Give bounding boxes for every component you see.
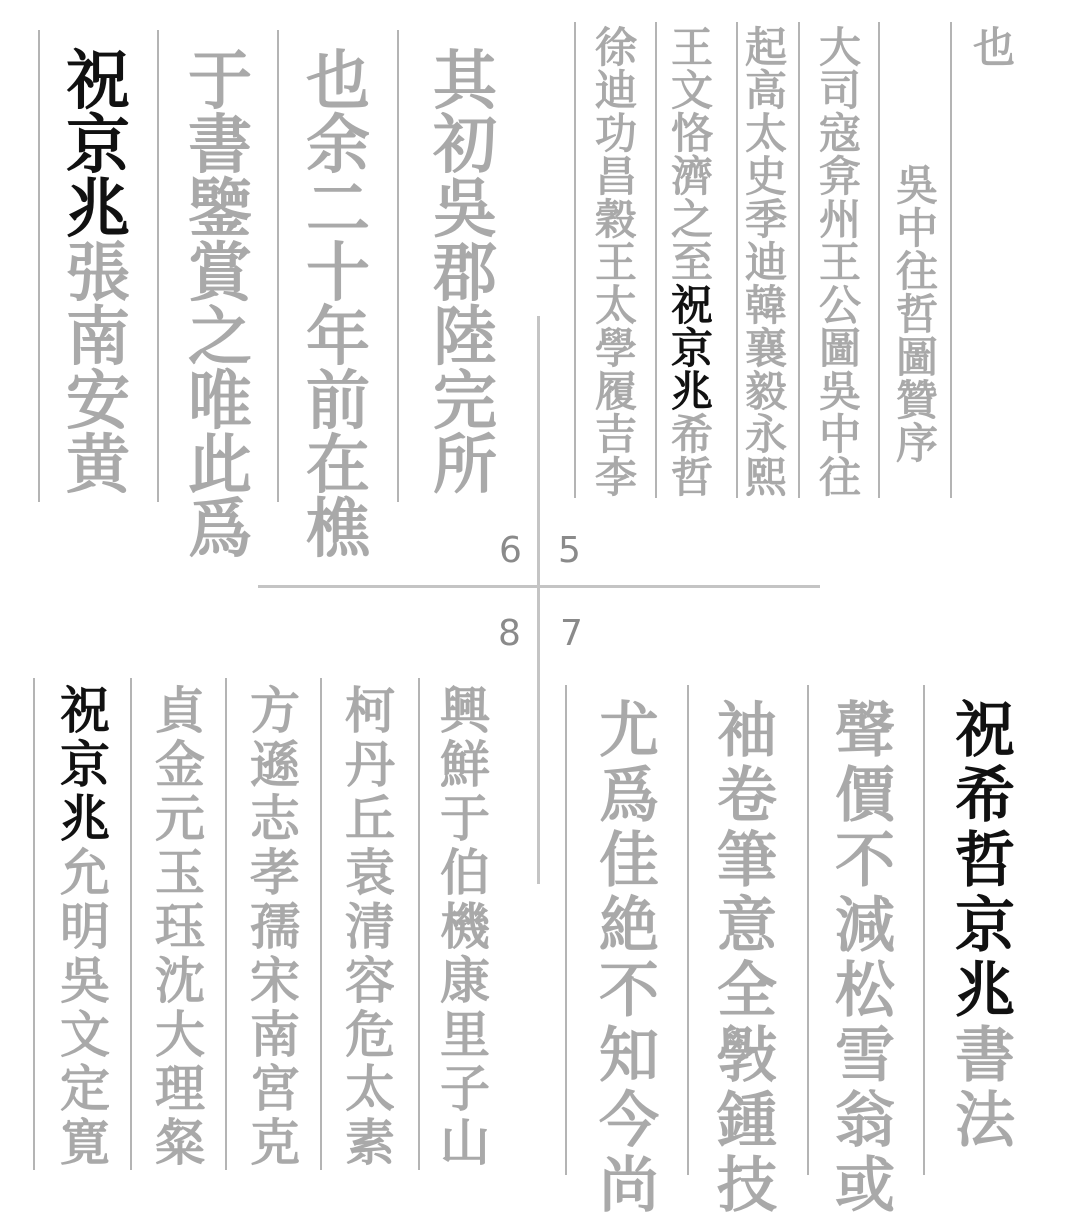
text-column — [935, 685, 1035, 1175]
glyph: 希 — [670, 410, 713, 459]
glyph: 兆 — [670, 367, 713, 416]
glyph: 濟 — [670, 152, 713, 201]
glyph: 大 — [155, 1005, 205, 1064]
glyph: 樵 — [306, 492, 370, 567]
glyph: 里 — [440, 1005, 490, 1064]
glyph: 兆 — [60, 789, 110, 848]
glyph: 太 — [594, 281, 637, 330]
glyph: 之 — [670, 195, 713, 244]
glyph: 年 — [306, 300, 370, 375]
glyph: 吉 — [594, 410, 637, 459]
glyph: 南 — [66, 300, 130, 375]
glyph: 襄 — [744, 324, 787, 373]
glyph: 吳 — [433, 172, 497, 247]
glyph: 康 — [440, 951, 490, 1010]
glyph: 遜 — [250, 735, 300, 794]
glyph: 京 — [60, 735, 110, 794]
glyph: 王 — [594, 238, 637, 287]
divider-vertical — [537, 316, 540, 884]
column-rule — [225, 678, 227, 1170]
glyph: 書 — [188, 108, 252, 183]
text-column — [170, 30, 270, 567]
column-rule — [950, 22, 952, 498]
glyph: 允 — [60, 843, 110, 902]
glyph: 十 — [306, 236, 370, 311]
glyph: 意 — [717, 891, 777, 961]
glyph: 金 — [155, 735, 205, 794]
text-column — [48, 30, 148, 502]
glyph: 爲 — [188, 492, 252, 567]
glyph: 也 — [306, 44, 370, 119]
glyph: 祝 — [60, 681, 110, 740]
glyph: 珏 — [155, 897, 205, 956]
glyph: 伯 — [440, 843, 490, 902]
glyph: 玉 — [155, 843, 205, 902]
glyph: 京 — [670, 324, 713, 373]
glyph: 哲 — [670, 453, 713, 502]
glyph: 子 — [440, 1059, 490, 1118]
glyph: 減 — [835, 891, 895, 961]
glyph: 孝 — [250, 843, 300, 902]
glyph: 聲 — [835, 696, 895, 766]
text-column — [815, 685, 915, 1221]
glyph: 或 — [835, 1151, 895, 1221]
column-rule — [655, 22, 657, 498]
glyph: 定 — [60, 1059, 110, 1118]
glyph: 在 — [306, 428, 370, 503]
glyph: 高 — [744, 66, 787, 115]
glyph: 鍾 — [717, 1086, 777, 1156]
panel-7 — [565, 685, 1045, 1221]
glyph: 中 — [895, 204, 938, 253]
glyph: 尚 — [599, 1151, 659, 1221]
glyph: 韓 — [744, 281, 787, 330]
glyph: 大 — [818, 23, 861, 72]
glyph: 往 — [895, 247, 938, 296]
glyph: 丹 — [345, 735, 395, 794]
glyph: 恪 — [670, 109, 713, 158]
text-column — [885, 22, 949, 498]
glyph: 履 — [594, 367, 637, 416]
glyph: 學 — [594, 324, 637, 373]
quadrant-number-7: 7 — [560, 613, 583, 654]
glyph: 克 — [250, 1113, 300, 1172]
glyph: 斅 — [717, 1021, 777, 1091]
column-rule — [798, 22, 800, 498]
column-rule — [565, 685, 567, 1175]
glyph: 方 — [250, 681, 300, 740]
glyph: 吳 — [60, 951, 110, 1010]
text-column — [697, 685, 797, 1221]
glyph: 弇 — [818, 152, 861, 201]
glyph: 沈 — [155, 951, 205, 1010]
glyph: 祝 — [66, 44, 130, 119]
glyph: 哲 — [955, 826, 1015, 896]
glyph: 余 — [306, 108, 370, 183]
glyph: 圖 — [895, 333, 938, 382]
glyph: 陸 — [433, 300, 497, 375]
glyph: 賞 — [188, 236, 252, 311]
glyph: 昌 — [594, 152, 637, 201]
glyph: 容 — [345, 951, 395, 1010]
glyph: 貞 — [155, 681, 205, 740]
glyph: 所 — [433, 428, 497, 503]
glyph: 兆 — [66, 172, 130, 247]
glyph: 筆 — [717, 826, 777, 896]
glyph: 毅 — [744, 367, 787, 416]
glyph: 贊 — [895, 376, 938, 425]
glyph: 之 — [188, 300, 252, 375]
glyph: 松 — [835, 956, 895, 1026]
glyph: 唯 — [188, 364, 252, 439]
glyph: 宮 — [250, 1059, 300, 1118]
glyph: 季 — [744, 195, 787, 244]
glyph: 鑒 — [188, 172, 252, 247]
column-rule — [397, 30, 399, 502]
glyph: 興 — [440, 681, 490, 740]
glyph: 王 — [818, 238, 861, 287]
glyph: 二 — [306, 172, 370, 247]
text-column — [140, 678, 220, 1170]
glyph: 絶 — [599, 891, 659, 961]
glyph: 價 — [835, 761, 895, 831]
glyph: 司 — [818, 66, 861, 115]
glyph: 吳 — [895, 161, 938, 210]
column-rule — [130, 678, 132, 1170]
glyph: 山 — [440, 1113, 490, 1172]
glyph: 佳 — [599, 826, 659, 896]
glyph: 寛 — [60, 1113, 110, 1172]
glyph: 素 — [345, 1113, 395, 1172]
glyph: 初 — [433, 108, 497, 183]
glyph: 圖 — [818, 324, 861, 373]
glyph: 袖 — [717, 696, 777, 766]
glyph: 徐 — [594, 23, 637, 72]
column-rule — [687, 685, 689, 1175]
glyph: 孺 — [250, 897, 300, 956]
text-column — [584, 22, 648, 502]
text-column — [425, 678, 505, 1170]
text-column — [330, 678, 410, 1170]
glyph: 其 — [433, 44, 497, 119]
glyph: 哲 — [895, 290, 938, 339]
glyph: 中 — [818, 410, 861, 459]
text-column — [962, 22, 1026, 498]
glyph: 丘 — [345, 789, 395, 848]
glyph: 安 — [66, 364, 130, 439]
glyph: 永 — [744, 410, 787, 459]
column-rule — [923, 685, 925, 1175]
glyph: 功 — [594, 109, 637, 158]
glyph: 也 — [972, 23, 1015, 72]
glyph: 尤 — [599, 696, 659, 766]
glyph: 全 — [717, 956, 777, 1026]
glyph: 黄 — [66, 428, 130, 503]
glyph: 州 — [818, 195, 861, 244]
glyph: 元 — [155, 789, 205, 848]
quadrant-number-6: 6 — [499, 530, 522, 571]
text-column — [415, 30, 515, 502]
text-column — [288, 30, 388, 567]
glyph: 完 — [433, 364, 497, 439]
glyph: 兆 — [955, 956, 1015, 1026]
glyph: 不 — [835, 826, 895, 896]
glyph: 往 — [818, 453, 861, 502]
glyph: 爲 — [599, 761, 659, 831]
glyph: 清 — [345, 897, 395, 956]
divider-horizontal — [258, 585, 820, 588]
column-rule — [574, 22, 576, 498]
glyph: 京 — [955, 891, 1015, 961]
glyph: 法 — [955, 1086, 1015, 1156]
glyph: 迪 — [744, 238, 787, 287]
text-column — [660, 22, 724, 502]
glyph: 袁 — [345, 843, 395, 902]
glyph: 粲 — [155, 1113, 205, 1172]
glyph: 于 — [188, 44, 252, 119]
column-rule — [807, 685, 809, 1175]
glyph: 卷 — [717, 761, 777, 831]
glyph: 穀 — [594, 195, 637, 244]
glyph: 王 — [670, 23, 713, 72]
text-column — [235, 678, 315, 1170]
glyph: 至 — [670, 238, 713, 287]
column-rule — [320, 678, 322, 1170]
glyph: 文 — [60, 1005, 110, 1064]
glyph: 此 — [188, 428, 252, 503]
glyph: 郡 — [433, 236, 497, 311]
text-column — [45, 678, 125, 1170]
glyph: 書 — [955, 1021, 1015, 1091]
glyph: 志 — [250, 789, 300, 848]
panel-8 — [25, 678, 505, 1170]
glyph: 翁 — [835, 1086, 895, 1156]
column-rule — [38, 30, 40, 502]
glyph: 太 — [345, 1059, 395, 1118]
glyph: 不 — [599, 956, 659, 1026]
glyph: 今 — [599, 1086, 659, 1156]
glyph: 史 — [744, 152, 787, 201]
glyph: 祝 — [955, 696, 1015, 766]
glyph: 希 — [955, 761, 1015, 831]
glyph: 鮮 — [440, 735, 490, 794]
glyph: 柯 — [345, 681, 395, 740]
glyph: 太 — [744, 109, 787, 158]
glyph: 于 — [440, 789, 490, 848]
glyph: 宋 — [250, 951, 300, 1010]
glyph: 序 — [895, 419, 938, 468]
glyph: 李 — [594, 453, 637, 502]
column-rule — [33, 678, 35, 1170]
glyph: 雪 — [835, 1021, 895, 1091]
glyph: 技 — [717, 1151, 777, 1221]
glyph: 知 — [599, 1021, 659, 1091]
panel-5 — [560, 22, 1030, 502]
glyph: 張 — [66, 236, 130, 311]
quadrant-number-5: 5 — [558, 530, 581, 571]
glyph: 文 — [670, 66, 713, 115]
glyph: 南 — [250, 1005, 300, 1064]
quadrant-number-8: 8 — [498, 613, 521, 654]
column-rule — [878, 22, 880, 498]
text-column — [808, 22, 872, 502]
text-column — [579, 685, 679, 1221]
column-rule — [418, 678, 420, 1170]
column-rule — [277, 30, 279, 502]
glyph: 熙 — [744, 453, 787, 502]
glyph: 機 — [440, 897, 490, 956]
column-rule — [157, 30, 159, 502]
glyph: 危 — [345, 1005, 395, 1064]
glyph: 吳 — [818, 367, 861, 416]
glyph: 公 — [818, 281, 861, 330]
glyph: 前 — [306, 364, 370, 439]
glyph: 迪 — [594, 66, 637, 115]
glyph: 祝 — [670, 281, 713, 330]
text-column — [734, 22, 798, 502]
panel-6 — [20, 30, 510, 567]
glyph: 起 — [744, 23, 787, 72]
glyph: 明 — [60, 897, 110, 956]
glyph: 寇 — [818, 109, 861, 158]
glyph: 理 — [155, 1059, 205, 1118]
glyph: 京 — [66, 108, 130, 183]
